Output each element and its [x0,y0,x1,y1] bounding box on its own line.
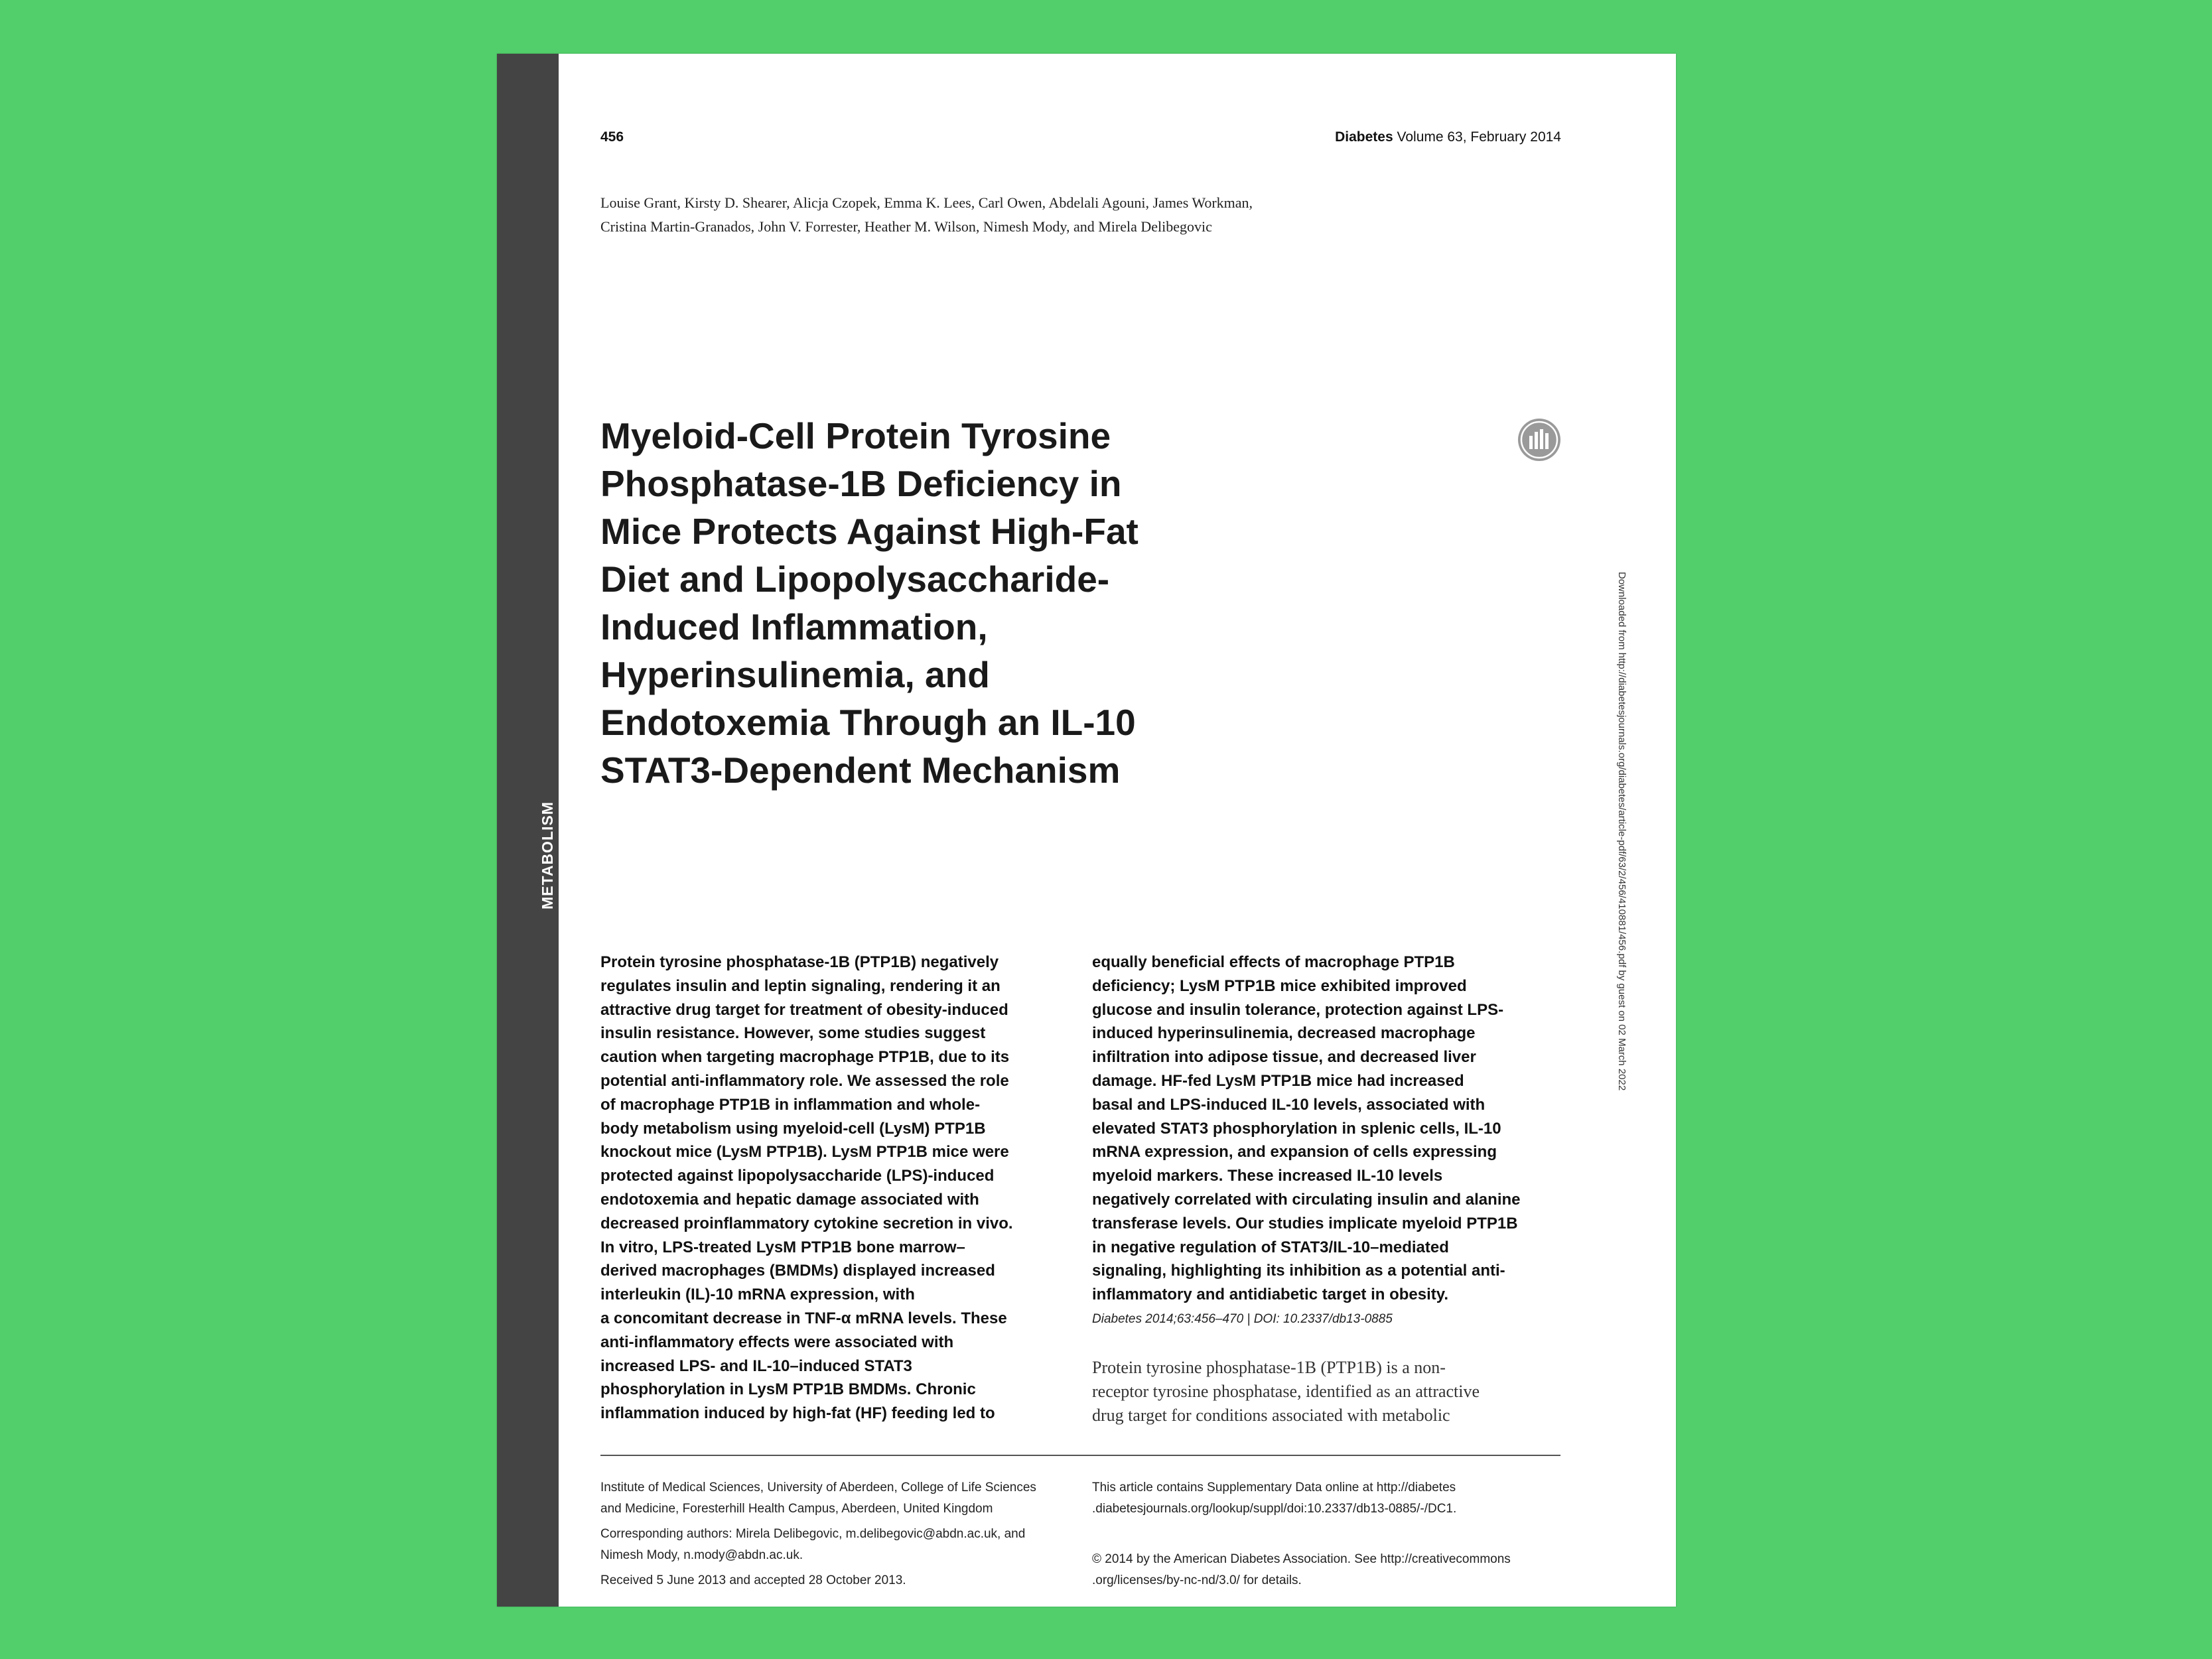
intro-line: drug target for conditions associated with metabolic [1092,1406,1450,1425]
title-line: Myeloid-Cell Protein Tyrosine [600,415,1111,456]
footnote-line: Received 5 June 2013 and accepted 28 October 2013. [600,1573,906,1587]
intro-paragraph [1092,1356,1517,1427]
footnote-supplementary [1092,1477,1556,1520]
abstract-line: elevated STAT3 phosphorylation in splenic cells, IL-10 [1092,1119,1501,1138]
title-line: Mice Protects Against High-Fat [600,511,1139,552]
abstract-line: In vitro, LPS-treated LysM PTP1B bone marrow– [600,1238,965,1256]
abstract-line: inflammatory and antidiabetic target in obesity. [1092,1286,1448,1304]
crossmark-icon[interactable] [1517,417,1562,462]
footnote-line: Institute of Medical Sciences, University of Aberdeen, College of Life Sciences [600,1481,1036,1494]
abstract-column-right [1092,951,1560,1307]
abstract-line: equally beneficial effects of macrophage PTP1B [1092,953,1455,971]
footnote-affiliation [600,1477,1065,1520]
intro-line: receptor tyrosine phosphatase, identified as an attractive [1092,1382,1480,1401]
title-line: STAT3-Dependent Mechanism [600,750,1121,791]
abstract-line: damage. HF-fed LysM PTP1B mice had increased [1092,1071,1464,1090]
footnote-line: .diabetesjournals.org/lookup/suppl/doi:10.2337/db13-0885/-/DC1. [1092,1502,1457,1516]
title-line: Hyperinsulinemia, and [600,654,990,695]
abstract-line: regulates insulin and leptin signaling, rendering it an [600,976,1001,995]
footnote-line: Corresponding authors: Mirela Delibegovic, m.delibegovic@abdn.ac.uk, and [600,1527,1026,1541]
abstract-line: myeloid markers. These increased IL-10 levels [1092,1167,1443,1185]
abstract-line: knockout mice (LysM PTP1B). LysM PTP1B mice were [600,1143,1009,1161]
abstract-line: induced hyperinsulinemia, decreased macrophage [1092,1024,1476,1043]
section-label: METABOLISM [539,801,556,909]
abstract-line: negatively correlated with circulating insulin and alanine [1092,1190,1521,1209]
abstract-line: potential anti-inflammatory role. We assessed the role [600,1071,1009,1090]
section-side-bar [497,54,559,1607]
footnote-received [600,1570,1065,1591]
abstract-line: deficiency; LysM PTP1B mice exhibited improved [1092,976,1467,995]
abstract-line: anti-inflammatory effects were associated with [600,1333,954,1351]
journal-page [497,54,1676,1607]
footnote-line: Nimesh Mody, n.mody@abdn.ac.uk. [600,1548,803,1562]
abstract-line: phosphorylation in LysM PTP1B BMDMs. Chronic [600,1380,976,1399]
download-watermark: Downloaded from http://diabetesjournals.org/diabetes/article-pdf/63/2/456/410881/456.pdf by guest on 02 March 2022 [1616,572,1627,1091]
abstract-line: transferase levels. Our studies implicate myeloid PTP1B [1092,1214,1518,1232]
title-line: Endotoxemia Through an IL-10 [600,702,1136,743]
abstract-line: protected against lipopolysaccharide (LPS)-induced [600,1167,995,1185]
abstract-line: signaling, highlighting its inhibition as a potential anti- [1092,1262,1505,1280]
footnote-line: .org/licenses/by-nc-nd/3.0/ for details. [1092,1573,1302,1587]
abstract-line: in negative regulation of STAT3/IL-10–mediated [1092,1238,1449,1256]
abstract-column-left [600,951,1068,1426]
journal-issue: Volume 63, February 2014 [1397,129,1561,145]
authors-line: Louise Grant, Kirsty D. Shearer, Alicja Czopek, Emma K. Lees, Carl Owen, Abdelali Agouni, James Workman, [600,194,1253,211]
abstract-line: endotoxemia and hepatic damage associated with [600,1190,979,1209]
abstract-line: mRNA expression, and expansion of cells expressing [1092,1143,1497,1161]
article-title [600,412,1317,794]
title-line: Phosphatase-1B Deficiency in [600,463,1122,504]
abstract-line: increased LPS- and IL-10–induced STAT3 [600,1357,912,1375]
abstract-line: caution when targeting macrophage PTP1B, due to its [600,1048,1010,1067]
abstract-line: attractive drug target for treatment of obesity-induced [600,1000,1008,1019]
abstract-line: interleukin (IL)-10 mRNA expression, with [600,1286,915,1304]
abstract-line: Protein tyrosine phosphatase-1B (PTP1B) negatively [600,953,999,971]
abstract-line: glucose and insulin tolerance, protection against LPS- [1092,1000,1504,1019]
abstract-line: basal and LPS-induced IL-10 levels, associated with [1092,1095,1486,1114]
footnote-correspondence [600,1524,1065,1566]
abstract-line: derived macrophages (BMDMs) displayed increased [600,1262,995,1280]
abstract-line: infiltration into adipose tissue, and decreased liver [1092,1048,1476,1067]
journal-name: Diabetes [1335,129,1393,145]
abstract-line: of macrophage PTP1B in inflammation and whole- [600,1095,981,1114]
page-number: 456 [600,129,624,145]
footnote-copyright [1092,1549,1556,1591]
footnote-line: and Medicine, Foresterhill Health Campus, Aberdeen, United Kingdom [600,1502,993,1516]
abstract-line: decreased proinflammatory cytokine secretion in vivo. [600,1214,1013,1232]
author-list [600,191,1476,239]
footnote-line: This article contains Supplementary Data online at http://diabetes [1092,1481,1456,1494]
authors-line: Cristina Martin-Granados, John V. Forrester, Heather M. Wilson, Nimesh Mody, and Mirela Delibegovic [600,218,1212,235]
title-line: Diet and Lipopolysaccharide- [600,559,1110,600]
abstract-line: body metabolism using myeloid-cell (LysM) PTP1B [600,1119,986,1138]
abstract-line: a concomitant decrease in TNF-α mRNA levels. These [600,1309,1007,1327]
abstract-line: inflammation induced by high-fat (HF) feeding led to [600,1404,995,1423]
footnote-divider [600,1455,1560,1456]
intro-line: Protein tyrosine phosphatase-1B (PTP1B) is a non- [1092,1358,1446,1377]
journal-header [1335,129,1561,145]
abstract-line: insulin resistance. However, some studies suggest [600,1024,986,1043]
title-line: Induced Inflammation, [600,606,988,647]
citation-doi: Diabetes 2014;63:456–470 | DOI: 10.2337/db13-0885 [1092,1312,1393,1326]
footnote-line: © 2014 by the American Diabetes Association. See http://creativecommons [1092,1552,1511,1566]
